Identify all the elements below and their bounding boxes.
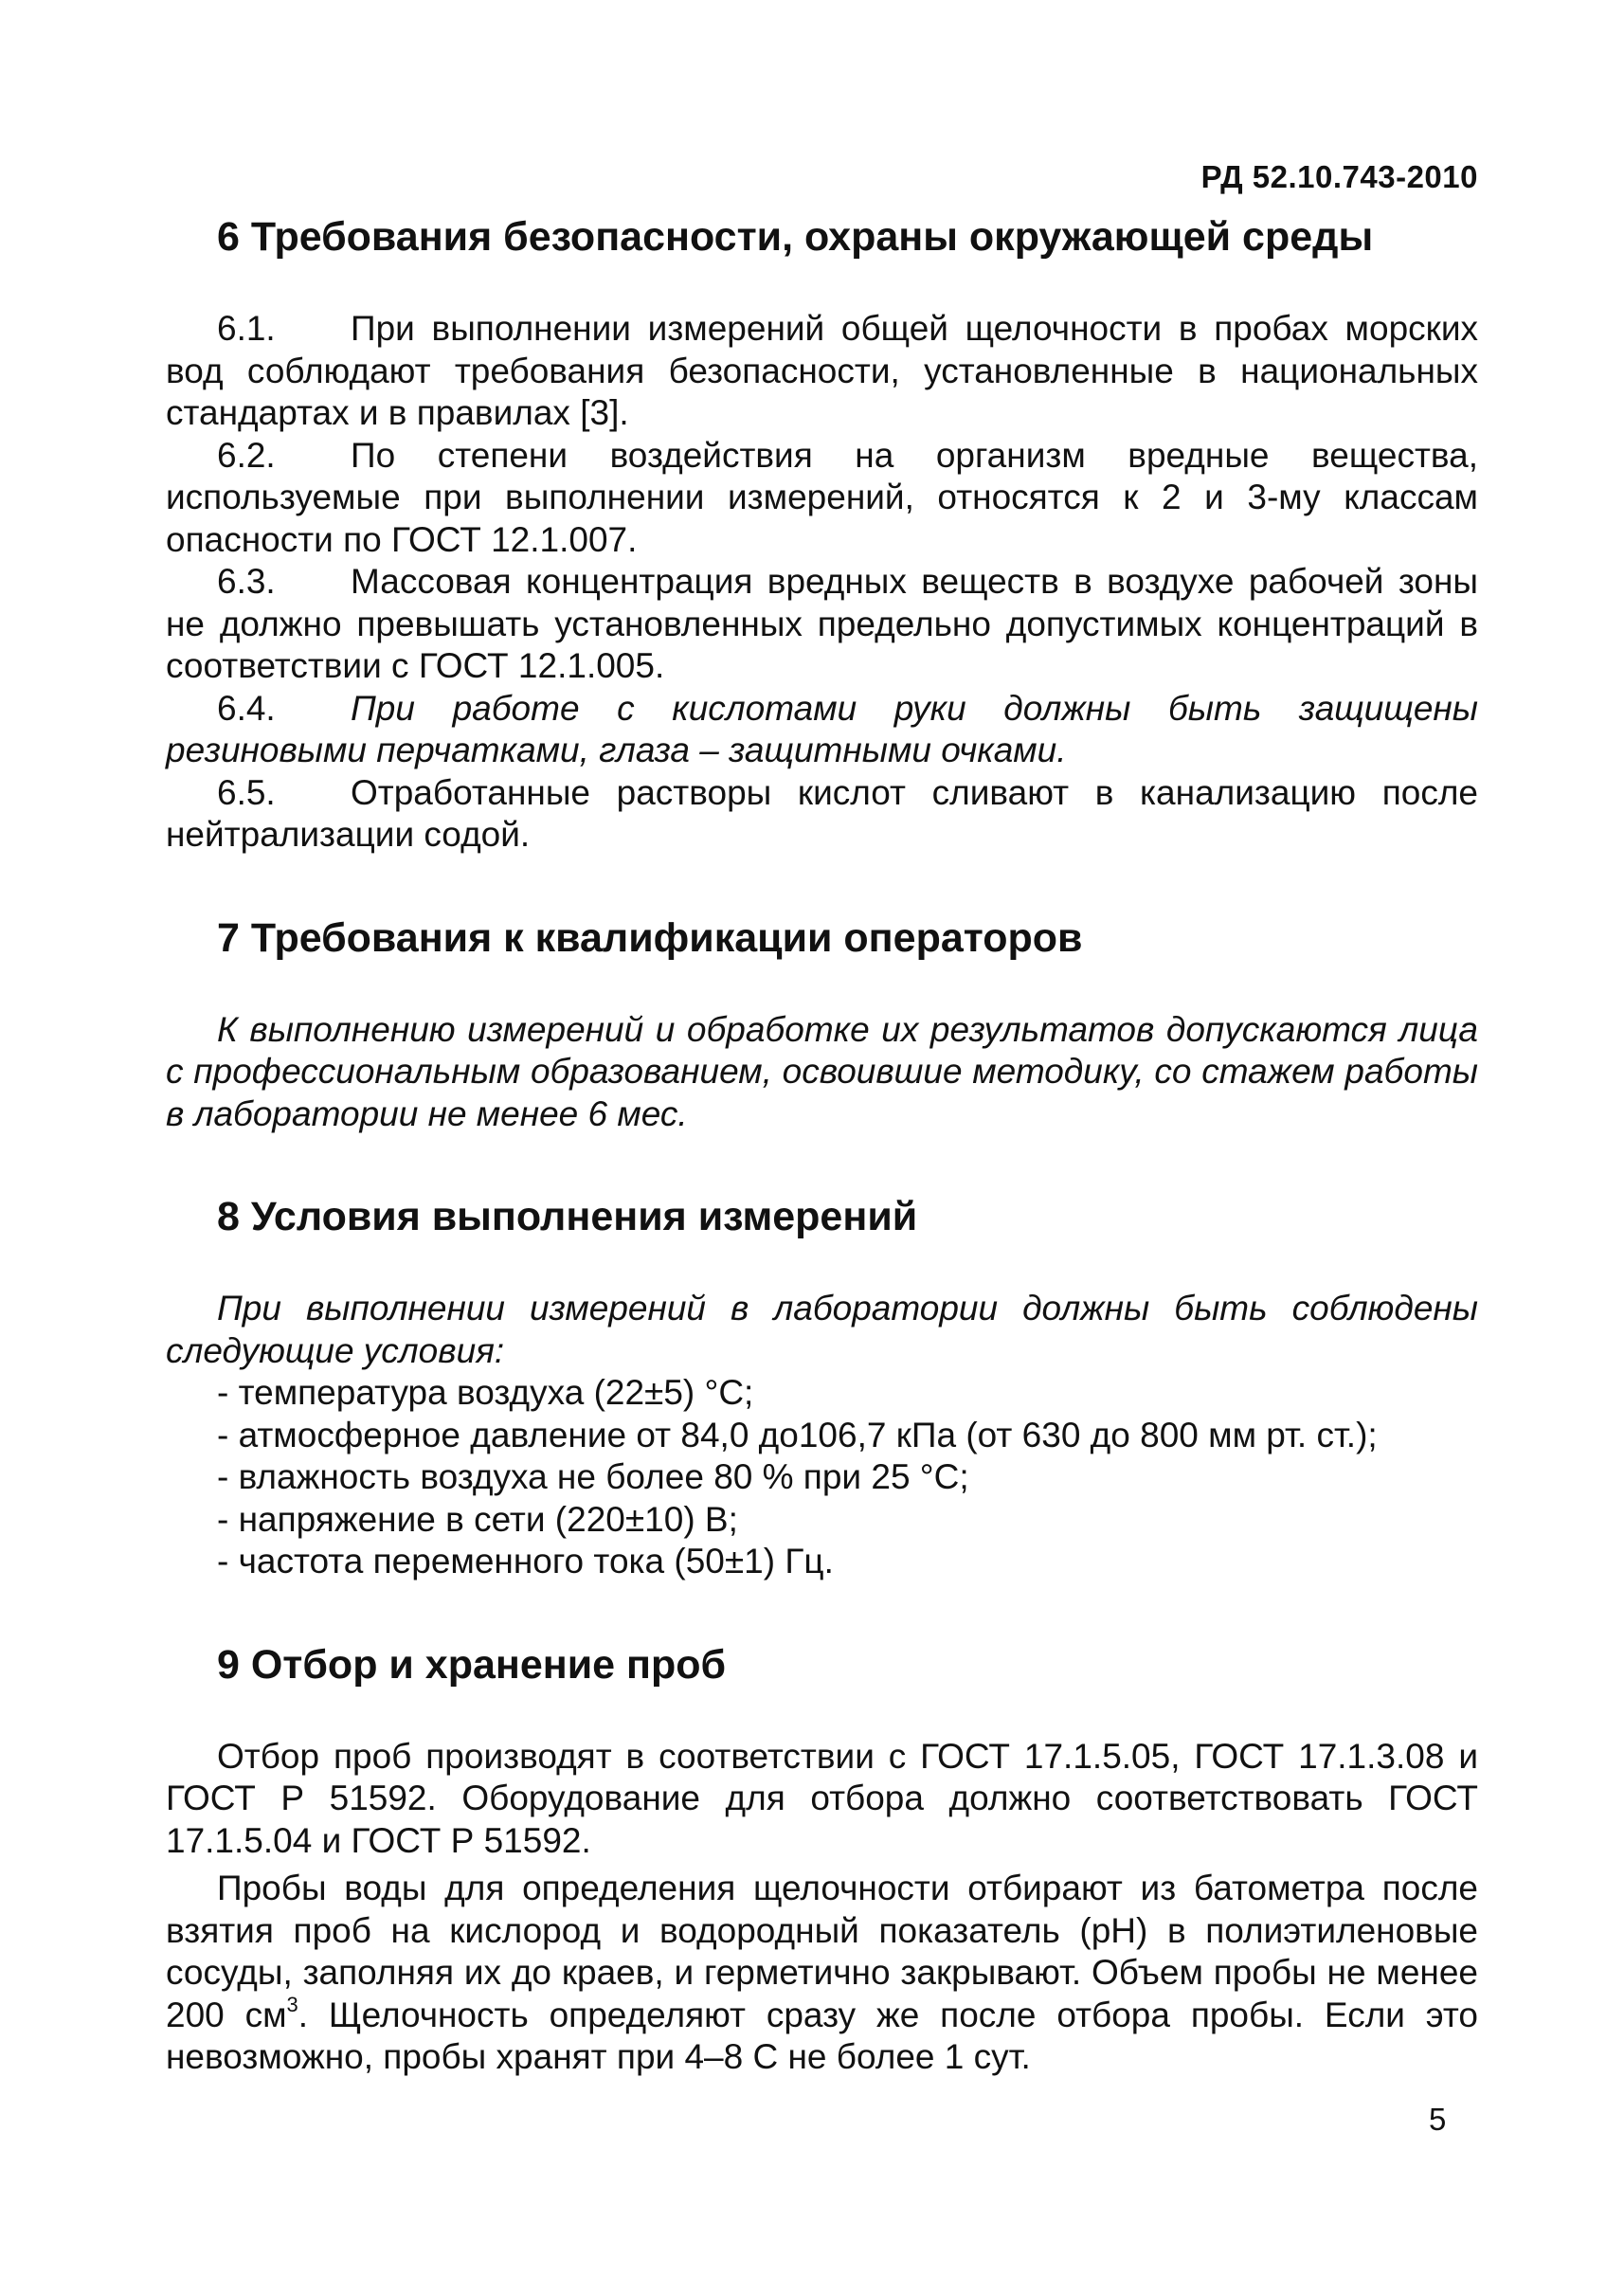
paragraph-6-4: 6.4. При работе с кислотами руки должны быть защищены резиновыми перчатками, глаза – защитными очками. — [166, 688, 1478, 769]
paragraph-9-1: Отбор проб производят в соответствии с ГОСТ 17.1.5.05, ГОСТ 17.1.3.08 и ГОСТ Р 51592. Оборудование для отбора должно соответствовать ГОСТ 17.1.5.04 и ГОСТ Р 51592. — [166, 1736, 1478, 1860]
condition-item: - частота переменного тока (50±1) Гц. — [217, 1542, 834, 1581]
page-number: 5 — [1429, 2102, 1447, 2137]
paragraph-6-3: 6.3. Массовая концентрация вредных веществ в воздухе рабочей зоны не должно превышать установленных предельно допустимых концентраций в соответствии с ГОСТ 12.1.005. — [166, 562, 1478, 685]
section-9-title: 9 Отбор и хранение проб — [217, 1641, 727, 1688]
paragraph-6-5: 6.5. Отработанные растворы кислот сливают в канализацию после нейтрализации содой. — [166, 772, 1478, 854]
condition-item: - напряжение в сети (220±10) В; — [217, 1499, 738, 1539]
paragraph-9-2: Пробы воды для определения щелочности отбирают из батометра после взятия проб на кислород и водородный показатель (рН) в полиэтиленовые сосуды, заполняя их до краев, и герметично закрывают. Объем пробы не менее 200 $см^3$. Щелочность определяют сразу же после отбора пробы. Если это невозможно, пробы хранят при 4–8 С не более 1 сут. — [166, 1869, 1478, 2076]
document-code: РД 52.10.743-2010 — [1200, 159, 1478, 194]
condition-item: - атмосферное давление от 84,0 до106,7 кПа (от 630 до 800 мм рт. ст.); — [217, 1415, 1378, 1454]
section-8-title: 8 Условия выполнения измерений — [217, 1194, 918, 1239]
section-7-title: 7 Требования к квалификации операторов — [217, 914, 1083, 961]
condition-item: - температура воздуха (22±5) °С; — [217, 1373, 754, 1412]
condition-item: - влажность воздуха не более 80 % при 25 °С; — [217, 1457, 969, 1496]
paragraph-8-intro: При выполнении измерений в лаборатории должны быть соблюдены следующие условия: — [166, 1289, 1478, 1370]
paragraph-6-2: 6.2. По степени воздействия на организм вредные вещества, используемые при выполнении измерений, относятся к 2 и 3-му классам опасности по ГОСТ 12.1.007. — [166, 435, 1478, 559]
section-6-title: 6 Требования безопасности, охраны окружающей среды — [217, 214, 1374, 260]
page-content — [166, 210, 1478, 2079]
paragraph-7: К выполнению измерений и обработке их результатов допускаются лица с профессиональным образованием, освоившие методику, со стажем работы в лаборатории не менее 6 мес. — [166, 1009, 1478, 1133]
paragraph-6-1: 6.1. При выполнении измерений общей щелочности в пробах морских вод соблюдают требования безопасности, установленные в национальных стандартах и в правилах [3]. — [166, 309, 1478, 432]
